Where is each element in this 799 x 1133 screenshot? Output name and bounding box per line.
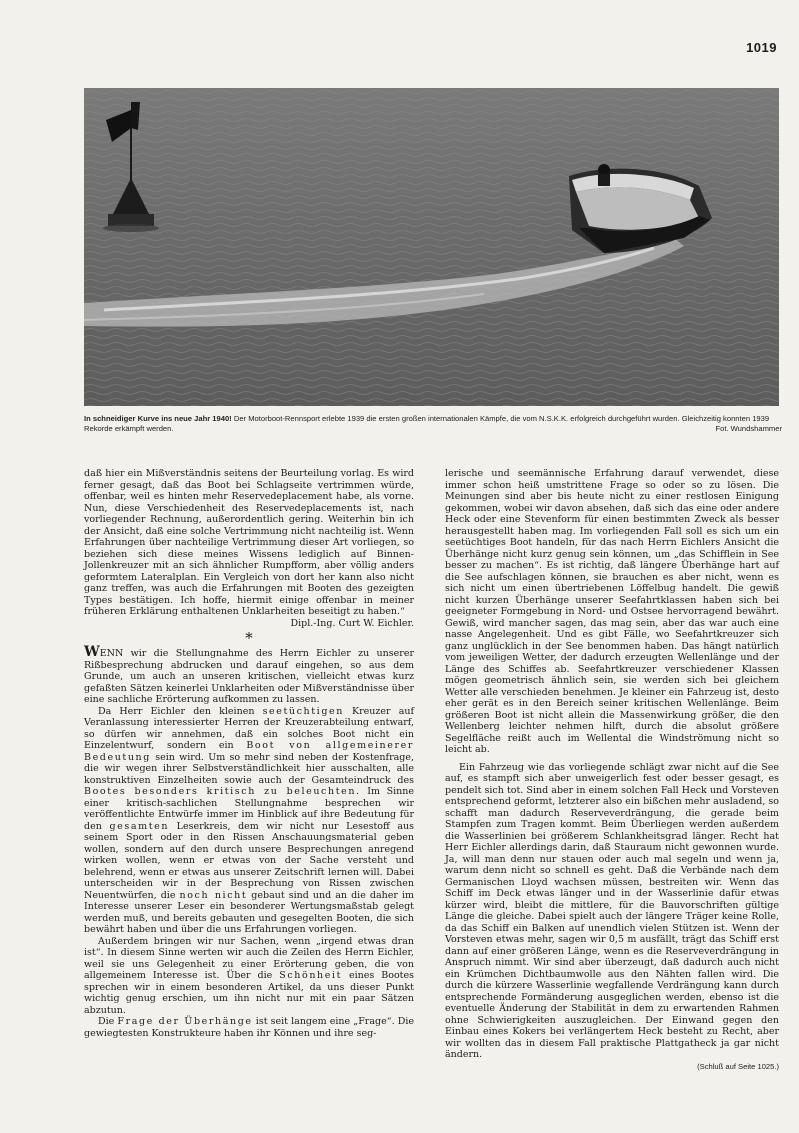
emphasis-text: gesamten xyxy=(109,820,170,832)
motorboat-photo xyxy=(84,88,779,406)
emphasis-text: Bootes besonders kritisch zu beleuchten. xyxy=(84,786,361,797)
text-run: Im Sinne einer kritisch-sachlichen Stellungnahme besprechen wir veröffentlichte Entwürfe immer im Hinblick auf ihre Bedeutung für den xyxy=(84,786,414,832)
left-column xyxy=(84,468,414,1039)
paragraph xyxy=(84,1016,414,1039)
caps-word: ENN xyxy=(99,648,124,659)
paragraph: Ein Fahrzeug wie das vorliegende schlägt zwar nicht auf die See auf, es stampft sich aber unweigerlich fest oder besser gesagt, es pendelt sich tot. Sind aber in einem solchen Fall Heck und Vorsteven entsprechend geformt, letzterer also ein bißchen mehr ausladend, so schafft man dadurch Reserveverdrängung, die gerade beim Stampfen zum Tragen kommt. Beim Überliegen werden außerdem die Wasserlinien bei größerem Schlankheitsgrad länger. Recht hat Herr Eichler allerdings darin, daß Stauraum nicht gewonnen wurde. Ja, will man denn nur stauen oder auch mal segeln und wenn ja, warum denn nicht so schnell es geht. Daß die Verbände nach dem Germanischen Lloyd wachsen müssen, bestreiten wir. Wenn das Schiff im Deck etwas länger und in der Wasserlinie dafür etwas kürzer wird, bleibt die mittlere, für die Bauvorschriften gültige Länge die gleiche. Dabei spielt auch der längere Träger keine Rolle, da das Schiff ein Balken auf unendlich vielen Stützen ist. Wenn der Vorsteven etwas mehr, sagen wir 0,5 m ausfällt, trägt das Schiff erst dann auf einer größeren Länge, wenn es die Reserveverdrängung in Anspruch nimmt. Wir sind aber überzeugt, daß dadurch auch nicht ein Krümchen Dichtbaumwolle aus den Nähten fallen wird. Die durch die kürzere Wasserlinie wegfallende Verdrängung kann durch entsprechende Formänderung ausgeglichen werden, ebenso ist die eventuelle Änderung der Stabilität in dem zu erwartenden Rahmen ohne Schwierigkeiten auszugleichen. Der Einwand gegen den Einbau eines Kokers bei verlängertem Heck besteht zu Recht, aber wir wollten das in diesem Fall praktische Plattgatheck ja gar nicht ändern. xyxy=(445,761,779,1060)
photo-caption xyxy=(84,414,782,434)
paragraph xyxy=(84,936,414,1017)
paragraph-text: wir die Stellungnahme des Herrn Eichler zu unserer Rißbesprechung abdrucken und darauf eingehen, so aus dem Grunde, um auch an unseren kritischen, vielleicht etwas kurz gefaßten Sätzen keinerlei Unklarheiten oder Mißverständnisse über eine sachliche Erörterung aufkommen zu lassen. xyxy=(84,648,414,705)
continued-note: (Schluß auf Seite 1025.) xyxy=(697,1061,779,1071)
emphasis-text: seetüchtigen xyxy=(262,705,344,717)
section-separator: * xyxy=(245,629,253,647)
emphasis-text: noch nicht xyxy=(179,889,248,901)
emphasis-text: Schönheit xyxy=(279,970,343,981)
text-run: eines Bootes sprechen wir in einem besonderen Artikel, da uns dieser Punkt wichtig genug erschien, um ihn nicht nur mit ein paar Sätzen abzutun. xyxy=(84,970,414,1016)
paragraph xyxy=(84,706,414,936)
paragraph: daß hier ein Mißverständnis seitens der Beurteilung vorlag. Es wird ferner gesagt, daß das Boot bei Schlagseite vertrimmen würde, offenbar, weil es hinten mehr Reservedeplacement habe, als vorne. Nun, diese Verschiedenheit des Reservedeplacements ist, nach vorliegender Rechnung, außerordentlich gering. Weiterhin bin ich der Ansicht, daß eine solche Vertrimmung nicht nachteilig ist. Wenn Erfahrungen über nachteilige Vertrimmung dieser Art vorliegen, so beziehen sich diese meines Wissens lediglich auf Binnen-Jollenkreuzer mit an sich ähnlicher Rumpfform, aber völlig anders geformtem Lateralplan. Ein Vergleich von dort her kann also nicht ganz treffen, was auch die Erfahrungen mit Booten des gezeigten Types bestätigen. Ich hoffe, hiermit einige offenbar in meiner früheren Erklärung enthaltenen Unklarheiten beseitigt zu haben.“ xyxy=(84,468,414,617)
text-run: gebaut sind und an die daher im Interesse unserer Leser ein besonderer Wertungsmaßstab gelegt werden muß, und bereits gebauten und gesegelten Booten, die sich bewährt haben und über die uns Erfahrungen vorliegen. xyxy=(84,889,414,935)
text-run: Kreuzer auf Veranlassung interessierter Herren der Kreuzerabteilung entwarf, so dürfen wir annehmen, daß ein solches Boot nicht ein Einzelentwurf, sondern ein xyxy=(84,705,414,751)
caption-text: Der Motorboot-Rennsport erlebte 1939 die ersten großen internationalen Kämpfe, die vom N.S.K.K. erfolgreich durchgeführt wurden. Gleichzeitig konnten 1939 Rekorde erkämpft werden. xyxy=(84,414,770,433)
text-run: Leserkreis, dem wir nicht nur Lesestoff aus seinem Sport oder in den Rissen Anschauungsmaterial geben wollen, sondern auf den durch unsere Besprechungen anregend wirken wollen, wenn er etwas von der Sache versteht und belehrend, wenn er etwas aus unserer Zeitschrift lernen will. Dabei unterscheiden wir in der Besprechung von Rissen zwischen Neuentwürfen, die xyxy=(84,820,414,901)
author-signature: Dipl.-Ing. Curt W. Eichler. xyxy=(290,617,414,629)
text-run: sein wird. Um so mehr sind neben der Kostenfrage, die wir wegen ihrer Selbstverständlichkeit hier ausschalten, alle konstruktiven Einzelheiten sowie auch der Gesamteindruck des xyxy=(84,751,414,786)
page-number: 1019 xyxy=(746,40,777,55)
text-run: Außerdem bringen wir nur Sachen, wenn „irgend etwas dran ist“. In diesem Sinne werten wir auch die Zeilen des Herrn Eichler, weil sie uns Gelegenheit zu einer Erörterung geben, die von allgemeinem Interesse ist. Über die xyxy=(84,935,414,981)
emphasis-text: Frage der Überhänge xyxy=(117,1016,253,1027)
text-run: Die xyxy=(98,1016,118,1027)
drop-cap: W xyxy=(84,644,100,660)
paragraph: lerische und seemännische Erfahrung darauf verwendet, diese immer schon heiß umstrittene Frage so oder so zu lösen. Die Meinungen sind aber bis heute nicht zu einer restlosen Einigung gekommen, wobei wir davon absehen, daß sich das eine oder andere Heck oder eine Stevenform für einen bestimmten Zweck als besser herausgestellt haben mag. Im vorliegenden Fall soll es sich um ein seetüchtiges Boot handeln, für das nach Herrn Eichlers Ansicht die Überhänge nicht kurz genug sein können, um „das Schifflein in See besser zu machen“. Es ist richtig, daß längere Überhänge hart auf die See aufschlagen können, sie brauchen es aber nicht, wenn es sich nicht um einen übertriebenen Löffelbug handelt. Die gewiß nicht kurzen Überhänge unserer Seefahrtklassen haben sich bei geeigneter Formgebung in Nord- und Ostsee hervorragend bewährt. Gewiß, wird mancher sagen, das mag sein, aber das war auch eine nasse Angelegenheit. Und es gibt Fälle, wo Seefahrtkreuzer sich ganz unglücklich in der See benommen haben. Das hängt natürlich vom jeweiligen Wetter, der dadurch erzeugten Wellenlänge und der Länge des Schiffes ab. Seefahrtkreuzer verschiedener Klassen mögen geometrisch ähnlich sein, sie werden sich bei gleichem Wetter alle verschieden benehmen. Je kleiner ein Fahrzeug ist, desto eher gerät es in den Bereich seiner kritischen Wellenlänge. Beim größeren Boot ist nicht allein die Massenwirkung größer, die den Wellenberg leichter nehmen hilft, durch die absolut größere Segelfläche reißt auch im Wellental die Windströmung nicht so leicht ab. xyxy=(445,468,779,755)
paragraph xyxy=(84,644,414,706)
text-run: Da Herr Eichler den kleinen xyxy=(98,705,263,717)
emphasis-text: Boot von allgemeinerer Bedeutung xyxy=(84,740,414,763)
text-run: ist seit langem eine „Frage“. Die gewiegtesten Konstrukteure haben ihr Können und ihre seg- xyxy=(84,1016,414,1039)
photo-credit: Fot. Wundshammer xyxy=(715,424,782,433)
caption-title: In schneidiger Kurve ins neue Jahr 1940! xyxy=(84,414,232,423)
right-column xyxy=(445,468,779,1072)
